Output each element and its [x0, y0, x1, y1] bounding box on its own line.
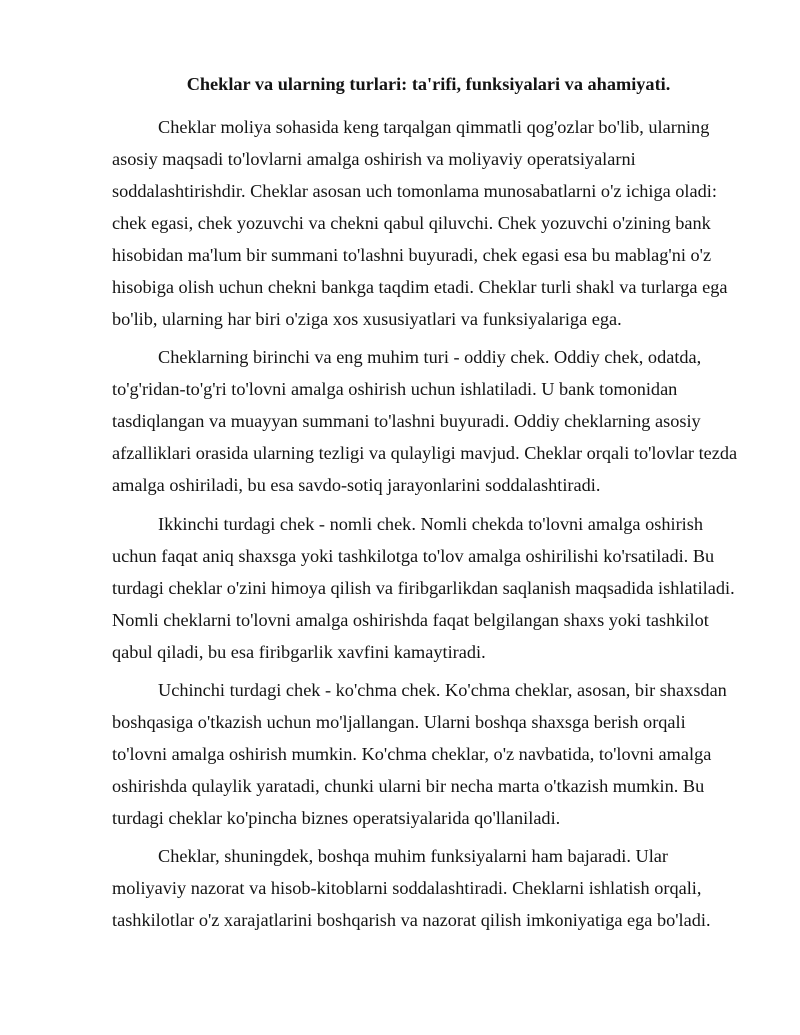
paragraph-line: hisobidan ma'lum bir summani to'lashni buyuradi, chek egasi esa bu mablag'ni o'z: [112, 245, 712, 265]
paragraph-5: [112, 840, 752, 936]
paragraph-2: [112, 341, 752, 501]
paragraph-line: Ikkinchi turdagi chek - nomli chek. Nomli chekda to'lovni amalga oshirish: [158, 513, 704, 534]
paragraph-line: Nomli cheklarni to'lovni amalga oshirishda faqat belgilangan shaxs yoki tashkilot: [112, 609, 709, 630]
paragraph-line: asosiy maqsadi to'lovlarni amalga oshirish va moliyaviy operatsiyalarni: [112, 149, 636, 169]
paragraph-line: moliyaviy nazorat va hisob-kitoblarni soddalashtiradi. Cheklarni ishlatish orqali,: [112, 878, 702, 899]
paragraph-line: soddalashtirishdir. Cheklar asosan uch tomonlama munosabatlarni o'z ichiga oladi:: [112, 181, 717, 201]
paragraph-line: uchun faqat aniq shaxsga yoki tashkilotga to'lov amalga oshirilishi ko'rsatiladi. Bu: [112, 545, 715, 566]
paragraph-line: bo'lib, ularning har biri o'ziga xos xususiyatlari va funksiyalariga ega.: [112, 309, 622, 329]
paragraph-line: boshqasiga o'tkazish uchun mo'ljallangan. Ularni boshqa shaxsga berish orqali: [112, 711, 686, 732]
paragraph-line: Uchinchi turdagi chek - ko'chma chek. Ko'chma cheklar, asosan, bir shaxsdan: [158, 679, 727, 700]
paragraph-line: to'g'ridan-to'g'ri to'lovni amalga oshirish uchun ishlatiladi. U bank tomonidan: [112, 379, 678, 400]
paragraph-line: to'lovni amalga oshirish mumkin. Ko'chma cheklar, o'z navbatida, to'lovni amalga: [112, 743, 712, 764]
document-body: [112, 111, 752, 942]
paragraph-4: [112, 674, 752, 834]
paragraph-line: tasdiqlangan va muayyan summani to'lashni buyuradi. Oddiy cheklarning asosiy: [112, 411, 701, 432]
paragraph-line: turdagi cheklar ko'pincha biznes operatsiyalarida qo'llaniladi.: [112, 807, 561, 828]
paragraph-line: hisobiga olish uchun chekni bankga taqdim etadi. Cheklar turli shakl va turlarga ega: [112, 277, 728, 297]
paragraph-line: oshirishda qulaylik yaratadi, chunki ularni bir necha marta o'tkazish mumkin. Bu: [112, 775, 705, 796]
paragraph-line: afzalliklari orasida ularning tezligi va qulayligi mavjud. Cheklar orqali to'lovlar tezda: [112, 443, 738, 464]
document-title: Cheklar va ularning turlari: ta'rifi, funksiyalari va ahamiyati.: [186, 74, 671, 94]
paragraph-line: amalga oshiriladi, bu esa savdo-sotiq jarayonlarini soddalashtiradi.: [112, 475, 601, 496]
paragraph-line: tashkilotlar o'z xarajatlarini boshqarish va nazorat qilish imkoniyatiga ega bo'ladi.: [112, 910, 711, 931]
paragraph-line: qabul qiladi, bu esa firibgarlik xavfini kamaytiradi.: [112, 641, 486, 662]
paragraph-line: Cheklar moliya sohasida keng tarqalgan qimmatli qog'ozlar bo'lib, ularning: [158, 117, 710, 137]
paragraph-line: Cheklarning birinchi va eng muhim turi - oddiy chek. Oddiy chek, odatda,: [158, 347, 702, 368]
paragraph-line: chek egasi, chek yozuvchi va chekni qabul qiluvchi. Chek yozuvchi o'zining bank: [112, 213, 711, 233]
paragraph-line: Cheklar, shuningdek, boshqa muhim funksiyalarni ham bajaradi. Ular: [158, 846, 669, 867]
paragraph-line: turdagi cheklar o'zini himoya qilish va firibgarlikdan saqlanish maqsadida ishlatiladi.: [112, 577, 735, 598]
paragraph-3: [112, 508, 752, 668]
paragraph-1: [112, 111, 752, 335]
